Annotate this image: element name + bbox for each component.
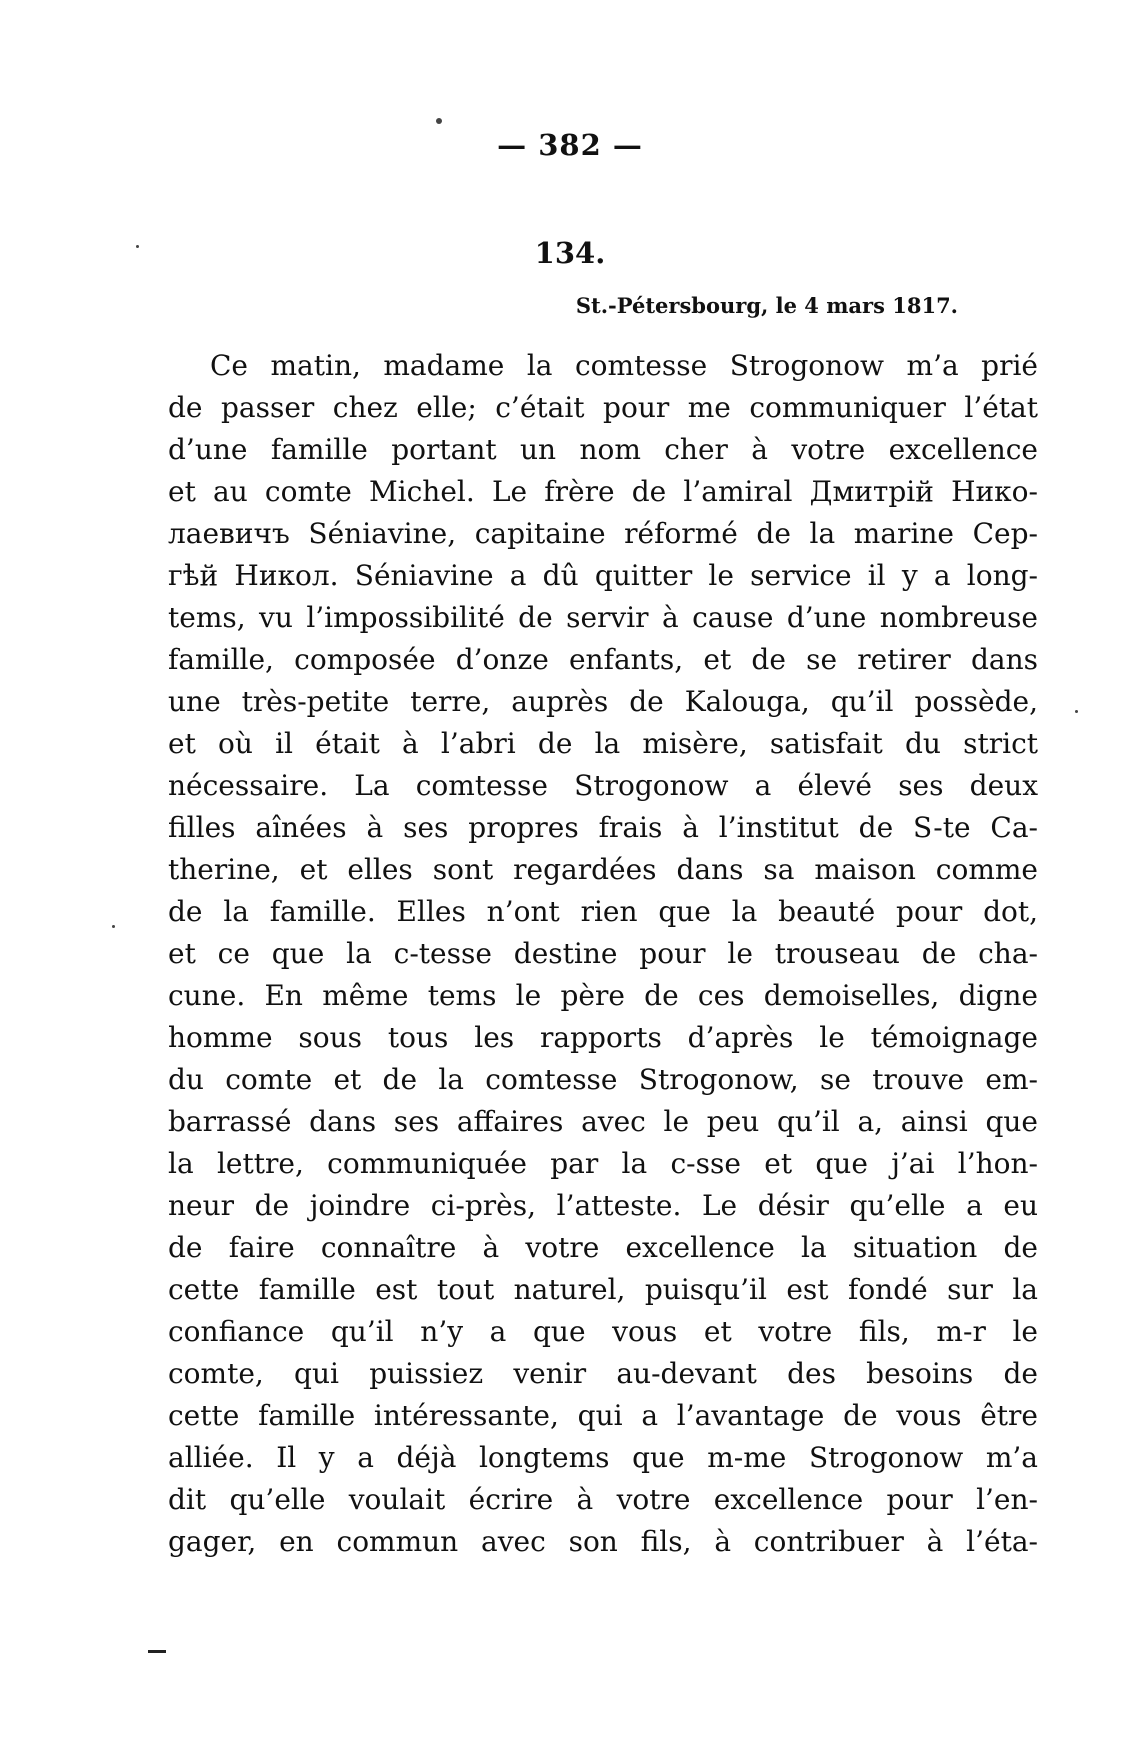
text-line: et au comte Michel. Le frère de l’amiral Дмитрій Нико- [168,475,1038,508]
text-line: filles aînées à ses propres frais à l’institut de S-te Ca- [168,811,1038,844]
text-line: cune. En même tems le père de ces demoiselles, digne [168,979,1038,1012]
text-line: de passer chez elle; c’était pour me communiquer l’état [168,391,1038,424]
margin-mark [148,1650,166,1653]
text-line: Ce matin, madame la comtesse Strogonow m’a prié [210,349,1038,382]
text-line: la lettre, communiquée par la c-sse et que j’ai l’hon- [168,1147,1038,1180]
text-line: gager, en commun avec son fils, à contribuer à l’éta- [168,1525,1038,1558]
text-line: famille, composée d’onze enfants, et de se retirer dans [168,643,1038,676]
text-line: dit qu’elle voulait écrire à votre excellence pour l’en- [168,1483,1038,1516]
text-line: comte, qui puissiez venir au-devant des besoins de [168,1357,1038,1390]
text-line: nécessaire. La comtesse Strogonow a élevé ses deux [168,769,1038,802]
text-line: лаевичъ Séniavine, capitaine réformé de la marine Сер- [168,517,1038,550]
letter-body [168,345,1038,1563]
ink-speck [136,245,139,248]
text-line: confiance qu’il n’y a que vous et votre fils, m-r le [168,1315,1038,1348]
text-line: une très-petite terre, auprès de Kalouga, qu’il possède, [168,685,1038,718]
text-line: alliée. Il y a déjà longtems que m-me Strogonow m’a [168,1441,1038,1474]
text-line: du comte et de la comtesse Strogonow, se trouve em- [168,1063,1038,1096]
text-line: de la famille. Elles n’ont rien que la beauté pour dot, [168,895,1038,928]
text-line: et où il était à l’abri de la misère, satisfait du strict [168,727,1038,760]
text-line: neur de joindre ci-près, l’atteste. Le désir qu’elle a eu [168,1189,1038,1222]
ink-speck [1075,710,1078,713]
text-line: d’une famille portant un nom cher à votre excellence [168,433,1038,466]
letter-number: 134. [534,236,606,270]
dateline: St.-Pétersbourg, le 4 mars 1817. [575,293,958,318]
text-line: de faire connaître à votre excellence la situation de [168,1231,1038,1264]
text-line: et ce que la c-tesse destine pour le trouseau de cha- [168,937,1038,970]
ink-speck [436,118,442,124]
text-line: cette famille intéressante, qui a l’avantage de vous être [168,1399,1038,1432]
text-line: homme sous tous les rapports d’après le témoignage [168,1021,1038,1054]
text-line: cette famille est tout naturel, puisqu’il est fondé sur la [168,1273,1038,1306]
page-number: — 382 — [497,128,643,162]
text-line: barrassé dans ses affaires avec le peu qu’il a, ainsi que [168,1105,1038,1138]
text-line: tems, vu l’impossibilité de servir à cause d’une nombreuse [168,601,1038,634]
text-line: therine, et elles sont regardées dans sa maison comme [168,853,1038,886]
ink-speck [112,925,115,928]
text-line: гѣй Никол. Séniavine a dû quitter le service il y a long- [168,559,1038,592]
